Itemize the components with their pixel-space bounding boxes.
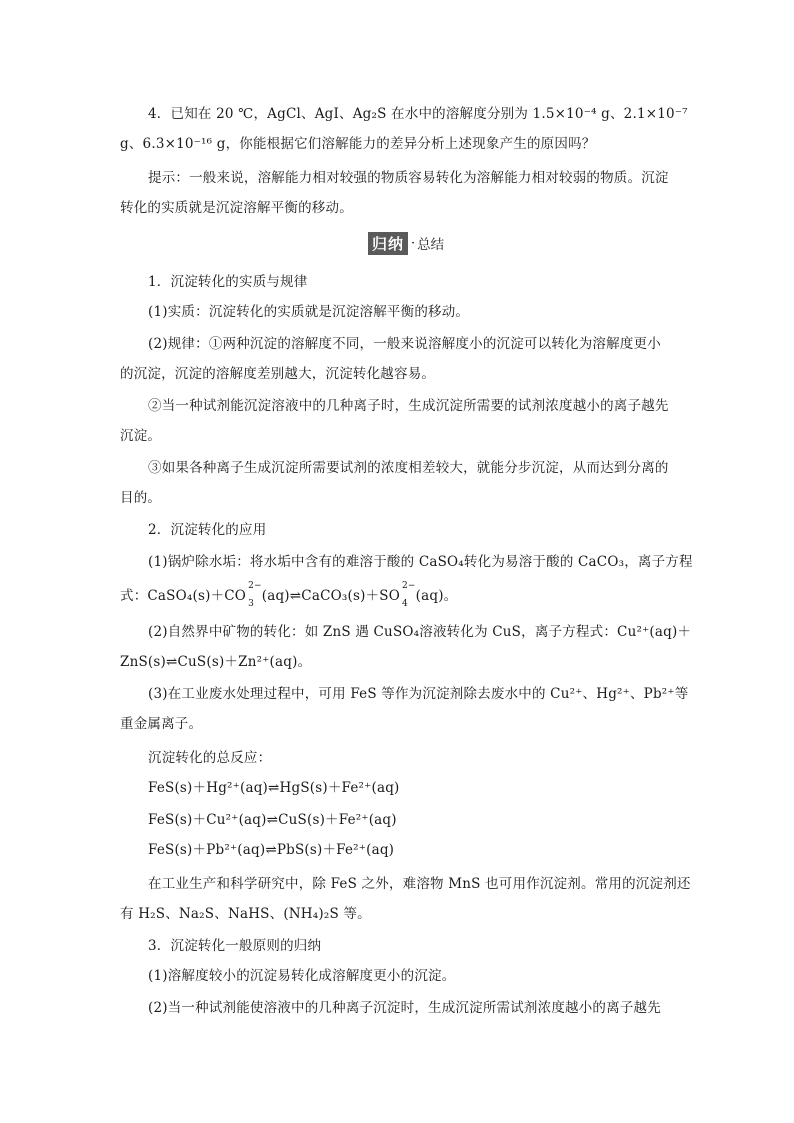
equilibrium-arrow: ⇌: [289, 588, 302, 604]
sulfate-ion-scripts: [400, 581, 416, 609]
charge: 2−: [401, 581, 416, 591]
s1-p2a: (2)规律：①两种沉淀的溶解度不同，一般来说溶解度小的沉淀可以转化为溶解度更小: [148, 336, 661, 352]
s2-b1: (2)自然界中矿物的转化：如 ZnS 遇 CuSO₄溶液转化为 CuS，离子方程式：Cu²⁺(aq)＋: [148, 624, 692, 640]
s2-c2: 重金属离子。: [120, 716, 203, 732]
s2-d2: 有 H₂S、Na₂S、NaHS、(NH₄)₂S 等。: [120, 906, 371, 922]
s3-p2: (2)当一种试剂能使溶液中的几种离子沉淀时，生成沉淀所需试剂浓度越小的离子越先: [148, 1000, 661, 1016]
s1-p2b: 的沉淀，沉淀的溶解度差别越大，沉淀转化越容易。: [120, 366, 436, 382]
equation-2: FeS(s)＋Cu²⁺(aq)⇌CuS(s)＋Fe²⁺(aq): [148, 812, 397, 828]
s2-total: 沉淀转化的总反应：: [148, 750, 272, 766]
s2-d1: 在工业生产和科学研究中，除 FeS 之外，难溶物 MnS 也可用作沉淀剂。常用的沉淀剂还: [148, 876, 691, 892]
summary-heading: [368, 232, 444, 254]
eq-part: 式：CaSO₄(s)＋CO: [120, 588, 247, 604]
hint-line2: 转化的实质就是沉淀溶解平衡的移动。: [120, 200, 353, 216]
carbonate-ion-scripts: [246, 581, 262, 609]
s1-p3b: 沉淀。: [120, 428, 162, 444]
s1-p4a: ③如果各种离子生成沉淀所需要试剂的浓度相差较大，就能分步沉淀，从而达到分离的: [148, 460, 669, 476]
section2-title: 2．沉淀转化的应用: [148, 522, 267, 538]
hint-line1: 提示：一般来说，溶解能力相对较强的物质容易转化为溶解能力相对较弱的物质。沉淀: [148, 170, 669, 186]
subscript: 4: [401, 599, 408, 609]
q4-line2: g、6.3×10⁻¹⁶ g，你能根据它们溶解能力的差异分析上述现象产生的原因吗？: [120, 136, 596, 152]
s3-p1: (1)溶解度较小的沉淀易转化成溶解度更小的沉淀。: [148, 968, 456, 984]
eq-part: (aq)。: [415, 588, 458, 604]
equation-3: FeS(s)＋Pb²⁺(aq)⇌PbS(s)＋Fe²⁺(aq): [148, 842, 395, 858]
charge: 2−: [248, 581, 262, 591]
s2-b2: ZnS(s)⇌CuS(s)＋Zn²⁺(aq)。: [120, 654, 312, 670]
eq-part: (aq): [261, 588, 290, 604]
section3-title: 3．沉淀转化一般原则的归纳: [148, 938, 322, 954]
equation-1: FeS(s)＋Hg²⁺(aq)⇌HgS(s)＋Fe²⁺(aq): [148, 780, 400, 796]
s1-p3a: ②当一种试剂能沉淀溶液中的几种离子时，生成沉淀所需要的试剂浓度越小的离子越先: [148, 398, 669, 414]
subscript: 3: [248, 599, 255, 609]
s2-a1: (1)锅炉除水垢：将水垢中含有的难溶于酸的 CaSO₄转化为易溶于酸的 CaCO₃，离子方程: [148, 554, 693, 570]
section1-title: 1．沉淀转化的实质与规律: [148, 274, 308, 290]
heading-dot: ·: [411, 235, 416, 251]
q4-line1: 4．已知在 20 ℃，AgCl、AgI、Ag₂S 在水中的溶解度分别为 1.5×10⁻⁴ g、2.1×10⁻⁷: [148, 106, 688, 122]
s2-a2-equation: [120, 581, 458, 609]
summary-label: 总结: [417, 237, 445, 253]
summary-badge: 归纳: [368, 232, 408, 255]
eq-part: CaCO₃(s)＋SO: [301, 588, 400, 604]
s2-c1: (3)在工业废水处理过程中，可用 FeS 等作为沉淀剂除去废水中的 Cu²⁺、Hg²⁺、Pb²⁺等: [148, 686, 689, 702]
s1-p1: (1)实质：沉淀转化的实质就是沉淀溶解平衡的移动。: [148, 304, 470, 320]
s1-p4b: 目的。: [120, 490, 162, 506]
